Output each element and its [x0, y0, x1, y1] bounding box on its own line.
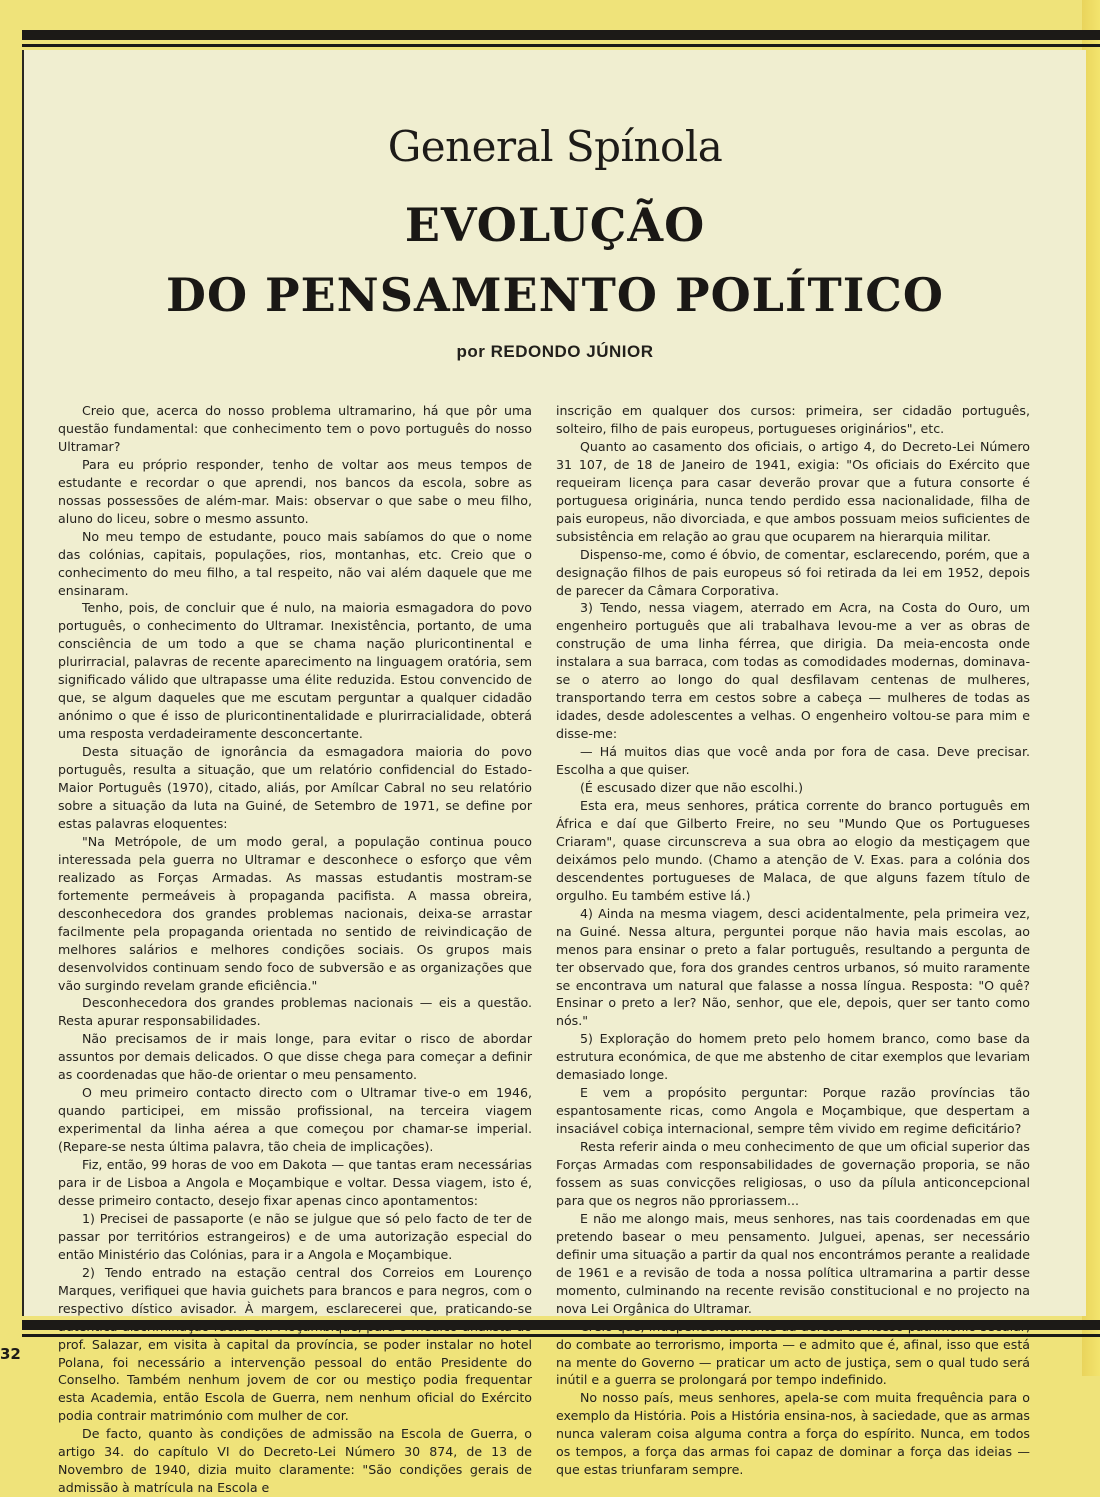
- paragraph: Tenho, pois, de concluir que é nulo, na maioria esmagadora do povo português, o conhecimento do Ultramar. Inexistência, portanto, de uma consciência de um todo a que se chama nação pluricontinental e plurirracial, palavras de recente aparecimento na linguagem oratória, sem significado válido que ultrapasse uma élite reduzida. Estou convencido de que, se algum daqueles que me escutam perguntar a qualquer cidadão anónimo o que é isso de pluricontinentalidade e plurirracialidade, obterá uma resposta verdadeiramente desconcertante.: [58, 600, 532, 742]
- headline-line-2: DO PENSAMENTO POLÍTICO: [166, 268, 944, 322]
- paragraph: 1) Precisei de passaporte (e não se julgue que só pelo facto de ter de passar por territórios estrangeiros) e de uma autorização especial do então Ministério das Colónias, para ir a Angola e Moçambique.: [58, 1210, 532, 1262]
- paragraph: Desta situação de ignorância da esmagadora maioria do povo português, resulta a situação, que um relatório confidencial do Estado-Maior Português (1970), citado, aliás, por Amílcar Cabral no seu relatório sobre a situação da luta na Guiné, de Setembro de 1971, se define por estas palavras eloquentes:: [58, 744, 532, 831]
- paragraph: Creio que, acerca do nosso problema ultramarino, há que pôr uma questão fundamental: que conhecimento tem o povo português do nosso Ultramar?: [58, 403, 532, 454]
- paragraph: E não me alongo mais, meus senhores, nas tais coordenadas em que pretendo basear o meu pensamento. Julguei, apenas, ser necessário definir uma situação a partir da qual nos encontrámos perante a realidade de 1961 e a revisão de toda a nossa política ultramarina a partir desse momento, culminando na recente revisão constitucional e no projecto na nova Lei Orgânica do Ultramar.: [556, 1210, 1030, 1316]
- paragraph: Fiz, então, 99 horas de voo em Dakota — que tantas eram necessárias para ir de Lisboa a Angola e Moçambique e voltar. Dessa viagem, isto é, desse primeiro contacto, desejo fixar apenas cinco apontamentos:: [58, 1157, 532, 1208]
- paragraph: 2) Tendo entrado na estação central dos Correios em Lourenço Marques, verifiquei que havia guichets para brancos e para negros, com o respectivo dístico avisador. À margem, esclarecerei que, praticando-se prof. Salazar, em visita à capital da província, se poder instalar no hotel Polana, foi necessário a intervenção pessoal do então Presidente do Conselho. Também nenhum jovem de cor ou mestiço podia frequentar esta Academia, então Escola de Guerra, nem nenhum oficial do Exército podia contrair matrimónio com mulher de cor.: [58, 1264, 532, 1424]
- paragraph: — Há muitos dias que você anda por fora de casa. Deve precisar. Escolha a que quiser.: [556, 744, 1030, 778]
- column-left: [58, 402, 532, 1497]
- paragraph: inscrição em qualquer dos cursos: primeira, ser cidadão português, solteiro, filho de pais europeus, portugueses originários", etc.: [556, 403, 1030, 436]
- paragraph: E vem a propósito perguntar: Porque razão províncias tão espantosamente ricas, como Angola e Moçambique, que despertam a insaciável cobiça internacional, sempre têm vivido em regime deficitário?: [556, 1085, 1030, 1137]
- paragraph: Desconhecedora dos grandes problemas nacionais — eis a questão. Resta apurar responsabilidades.: [58, 995, 532, 1029]
- paragraph: Não precisamos de ir mais longe, para evitar o risco de abordar assuntos por demais delicados. O que disse chega para começar a definir as coordenadas que hão-de orientar o meu pensamento.: [58, 1031, 532, 1083]
- paragraph: Resta referir ainda o meu conhecimento de que um oficial superior das Forças Armadas com responsabilidades de governação proporia, se não fossem as suas convicções religiosas, o uso da pílula anticoncepcional para que os negros não pproriassem...: [556, 1139, 1030, 1208]
- paragraph: do combate ao terrorismo, importa — e admito que é, afinal, isso que está na mente do Governo — praticar um acto de justiça, sem o qual tudo será inútil e a guerra se prolongará por tempo indefinido.: [556, 1336, 1030, 1388]
- paragraph: O meu primeiro contacto directo com o Ultramar tive-o em 1946, quando participei, em missão profissional, na terceira viagem experimental da linha aérea a que começou por chamar-se imperial. (Repare-se nesta última palavra, tão cheia de implicações).: [58, 1085, 532, 1155]
- paragraph: (É escusado dizer que não escolhi.): [580, 780, 804, 796]
- paragraph: 4) Ainda na mesma viagem, desci acidentalmente, pela primeira vez, na Guiné. Nessa altura, perguntei porque não havia mais escolas, ao menos para ensinar o preto a falar português, resultando a pergunta de ter observado que, fora dos grandes centros urbanos, só muito raramente se encontrava um natural que falasse a nossa língua. Resposta: "O quê? Ensinar o preto a ler? Não, senhor, que ele, depois, quer ser tanto como nós.": [556, 905, 1030, 1029]
- paragraph: 5) Exploração do homem preto pelo homem branco, como base da estrutura económica, de que me abstenho de citar exemplos que levariam demasiado longe.: [556, 1031, 1030, 1083]
- paragraph: Dispenso-me, como é óbvio, de comentar, esclarecendo, porém, que a designação filhos de pais europeus só foi retirada da lei em 1952, depois de parecer da Câmara Corporativa.: [556, 546, 1030, 598]
- article-panel: [22, 50, 1086, 1496]
- paragraph: "Na Metrópole, de um modo geral, a população continua pouco interessada pela guerra no Ultramar e desconhece o esforço que vêm realizado as Forças Armadas. As massas estudantis mostram-se fortemente permeáveis à propaganda pacifista. A massa obreira, desconhecedora dos grandes problemas nacionais, deixa-se arrastar facilmente pela propaganda orientada no sentido de reivindicação de melhores salários e melhores condições sociais. Os grupos mais desenvolvidos continuam sendo foco de subversão e as organizações que vão surgindo revelam grande eficiência.": [58, 833, 532, 993]
- top-rule-thick: [22, 30, 1100, 40]
- article-kicker: General Spínola: [387, 122, 723, 171]
- headline-line-1: EVOLUÇÃO: [404, 198, 706, 252]
- paragraph: De facto, quanto às condições de admissão na Escola de Guerra, o artigo 34. do capítulo VI do Decreto-Lei Número 30 874, de 13 de Novembro de 1940, dizia muito claramente: "São condições gerais de admissão à matrícula na Escola e: [58, 1426, 532, 1496]
- column-right: [556, 402, 1030, 1479]
- paragraph: Esta era, meus senhores, prática corrente do branco português em África e daí que Gilberto Freire, no seu "Mundo Que os Portugueses Criaram", quase circunscreva a sua obra ao elogio da mestiçagem que deixámos pelo mundo. (Chamo a atenção de V. Exas. para a colónia dos descendentes portugueses de Malaca, de que alguns fazem título de orgulho. Eu também estive lá.): [556, 797, 1030, 903]
- bottom-rule-thin: [22, 1334, 1100, 1337]
- paragraph: No nosso país, meus senhores, apela-se com muita frequência para o exemplo da História. Pois a História ensina-nos, à saciedade, que as armas nunca valeram coisa alguma contra a força do espírito. Nunca, em todos os tempos, a força das armas foi capaz de dominar a força das ideias — que estas triunfaram sempre.: [556, 1390, 1030, 1478]
- byline: por REDONDO JÚNIOR: [456, 342, 654, 361]
- top-rule-thin: [22, 44, 1100, 47]
- paragraph: Para eu próprio responder, tenho de voltar aos meus tempos de estudante e recordar o que aprendi, nos bancos da escola, sobre as nossas possessões de além-mar. Mais: observar o que sabe o meu filho, aluno do liceu, sobre o mesmo assunto.: [58, 456, 532, 526]
- paragraph: No meu tempo de estudante, pouco mais sabíamos do que o nome das colónias, capitais, populações, rios, montanhas, etc. Creio que o conhecimento do meu filho, a tal respeito, não vai além daquele que me ensinaram.: [58, 528, 532, 598]
- bottom-rule-thick: [22, 1320, 1100, 1330]
- paragraph: 3) Tendo, nessa viagem, aterrado em Acra, na Costa do Ouro, um engenheiro português que ali trabalhava levou-me a ver as obras de construção de uma linha férrea, que dirigia. Da meia-encosta onde instalara a sua barraca, com todas as comodidades modernas, dominava-se o aterro ao longo do qual desfilavam centenas de mulheres, transportando terra em cestos sobre a cabeça — mulheres de todas as idades, desde adolescentes a velhas. O engenheiro voltou-se para mim e disse-me:: [556, 600, 1030, 742]
- paragraph: Quanto ao casamento dos oficiais, o artigo 4, do Decreto-Lei Número 31 107, de 18 de Janeiro de 1941, exigia: "Os oficiais do Exército que requeiram licença para casar deverão provar que a futura consorte é portuguesa originária, nunca tendo perdido essa nacionalidade, filha de pais europeus, não divorciada, e que ambos possuam meios suficientes de subsistência em relação ao grau que ocuparem na hierarquia militar.: [556, 438, 1030, 544]
- page-number: 32: [0, 1345, 21, 1363]
